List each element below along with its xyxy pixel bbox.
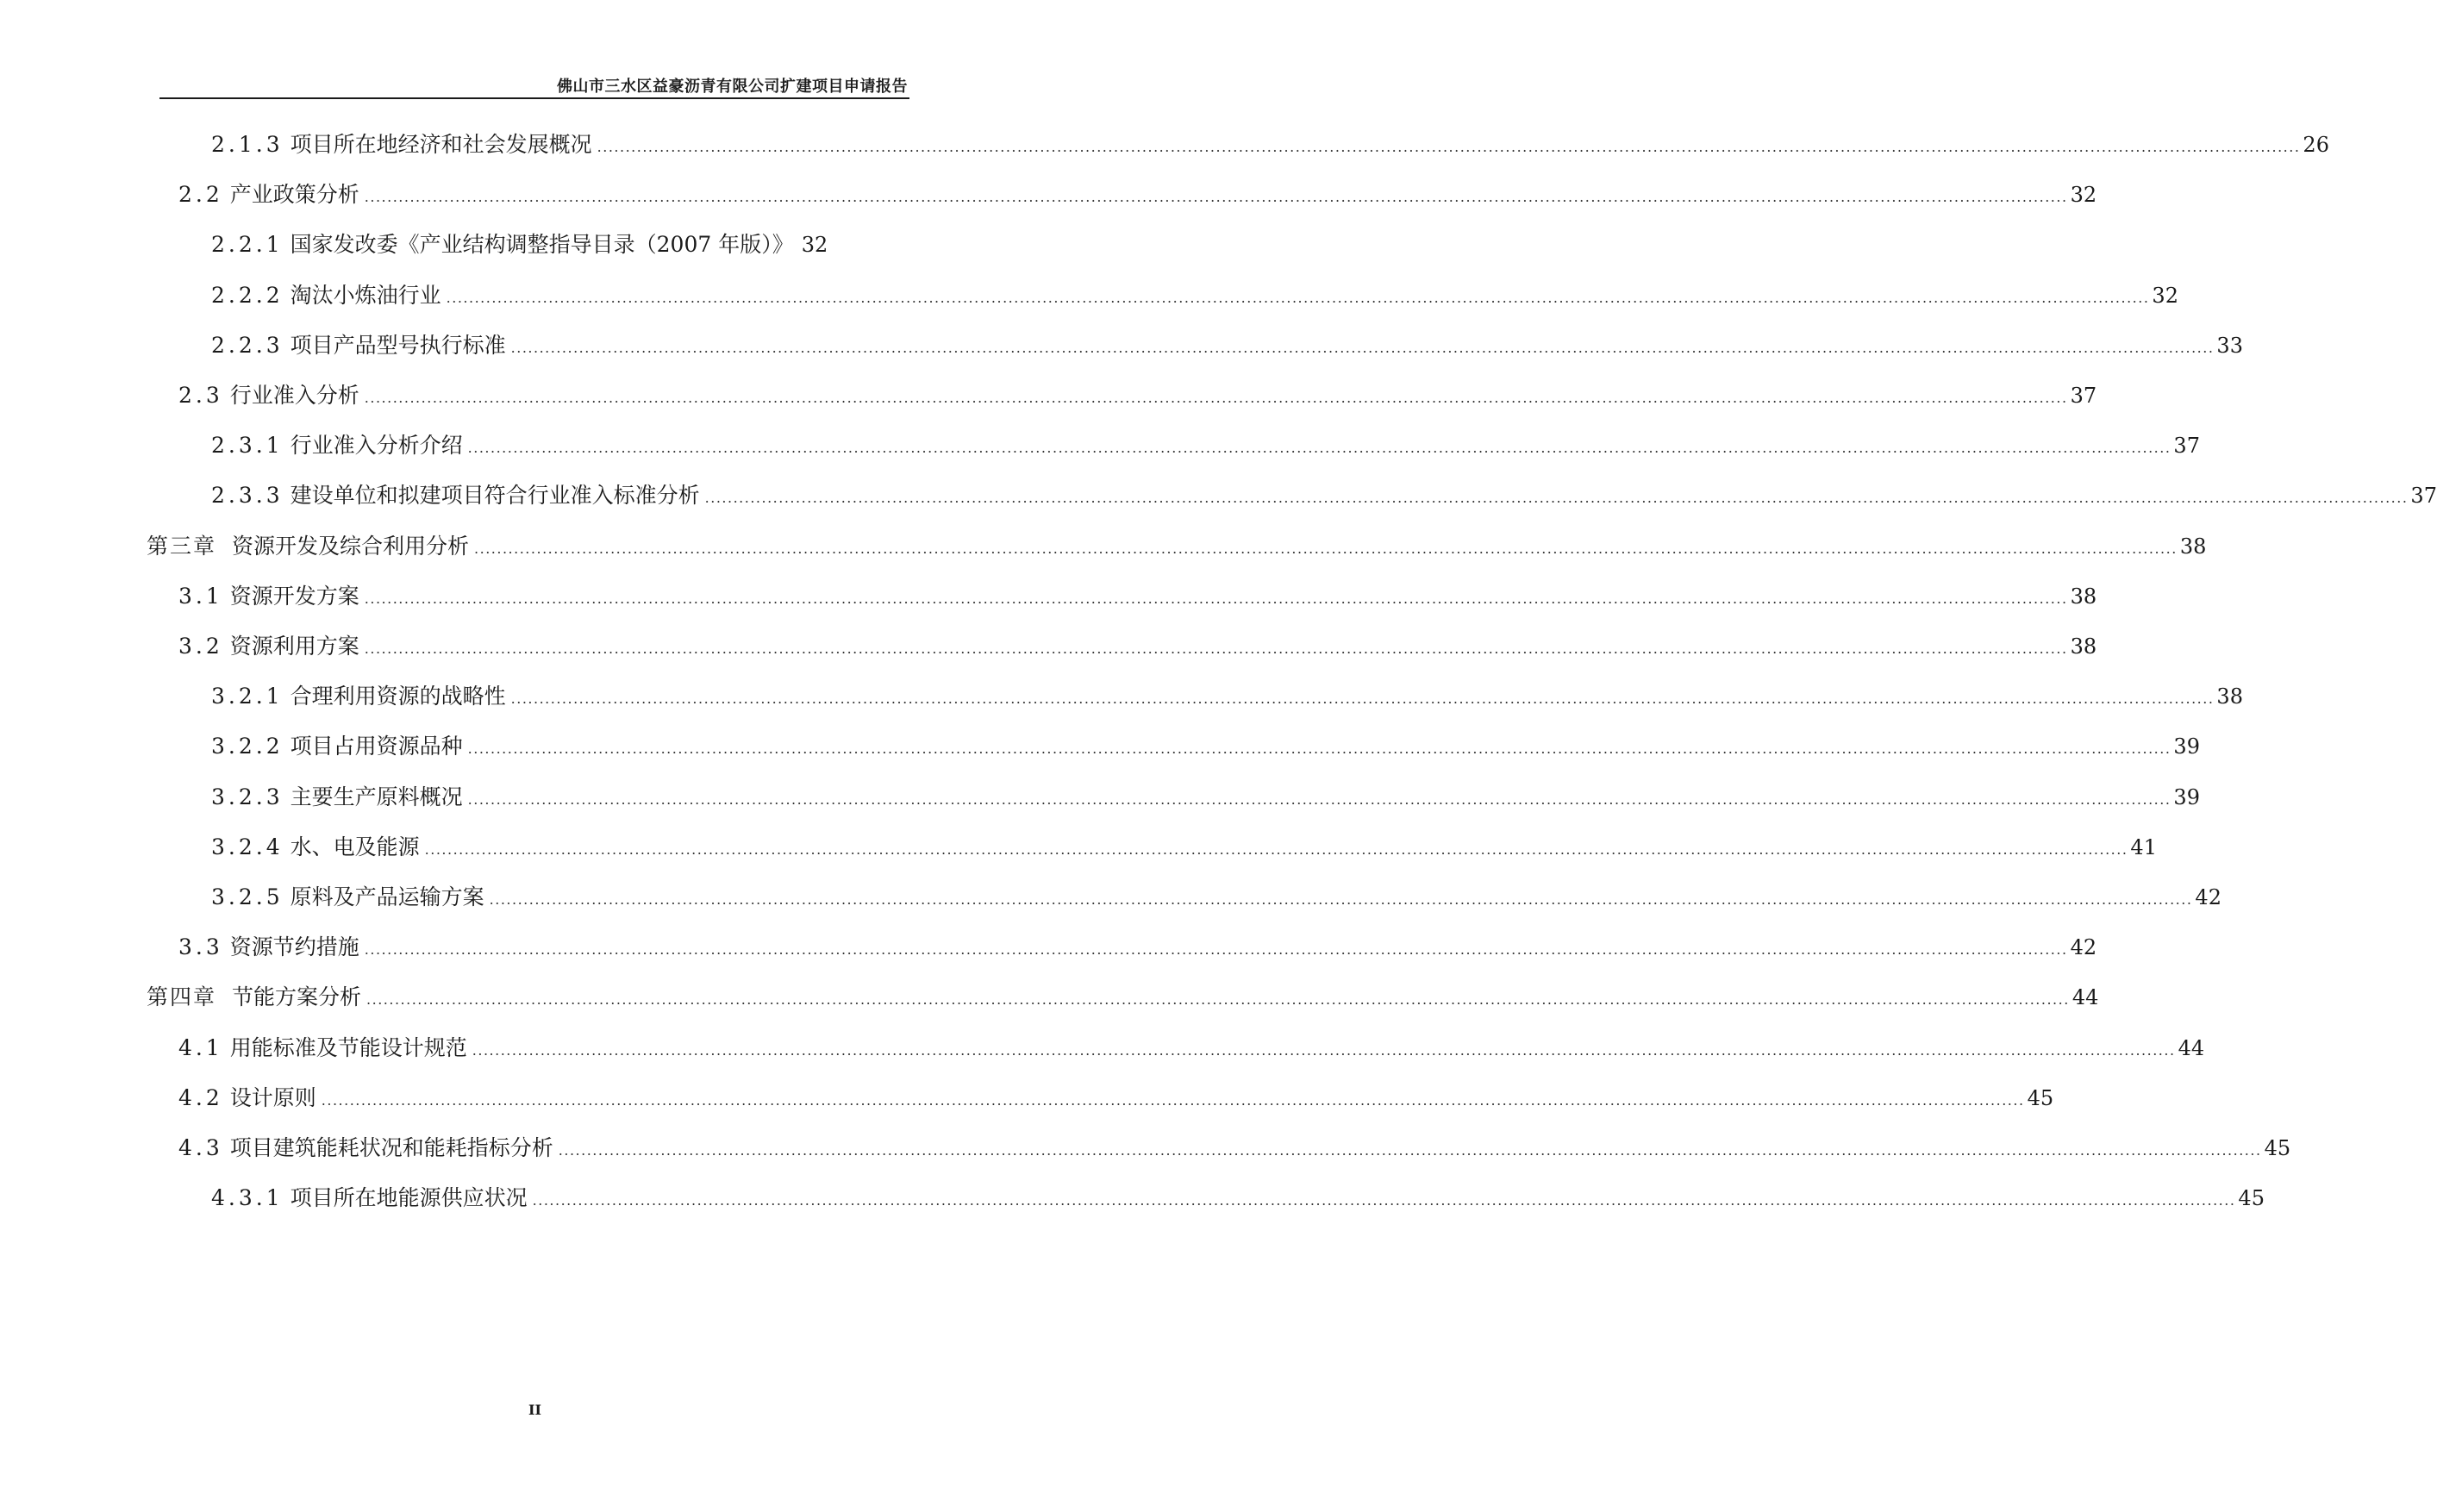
toc-dot-leader: ............................................................................................................................................................................................................................................................................................................	[424, 840, 2128, 858]
toc-entry[interactable]	[211, 129, 2329, 160]
toc-entry-title: 行业准入分析介绍	[290, 433, 463, 459]
toc-entry-number: 第四章	[147, 984, 217, 1010]
toc-dot-leader: ............................................................................................................................................................................................................................................................................................................	[364, 640, 2068, 657]
document-header-title: 佛山市三水区益豪沥青有限公司扩建项目申请报告	[557, 78, 908, 96]
toc-entry-number: 第三章	[147, 533, 217, 559]
toc-entry-page: 37	[2173, 434, 2200, 459]
toc-entry-title: 淘汰小炼油行业	[290, 282, 441, 308]
toc-dot-leader: ............................................................................................................................................................................................................................................................................................................	[467, 440, 2171, 457]
toc-entry-title: 行业准入分析	[229, 383, 359, 408]
toc-entry-title: 国家发改委《产业结构调整指导目录（2007 年版）》	[290, 232, 794, 258]
toc-entry-page: 39	[2173, 784, 2200, 809]
toc-entry-number: 4.3	[178, 1135, 223, 1160]
toc-entry[interactable]	[178, 179, 2097, 210]
toc-dot-leader: ............................................................................................................................................................................................................................................................................................................	[321, 1091, 2025, 1109]
toc-entry-page: 38	[2179, 534, 2207, 559]
toc-dot-leader: ............................................................................................................................................................................................................................................................................................................	[364, 189, 2068, 206]
toc-entry-page: 45	[2027, 1085, 2054, 1110]
toc-entry-page: 32	[801, 233, 828, 258]
toc-entry[interactable]	[211, 330, 2243, 361]
toc-entry-title: 原料及产品运输方案	[290, 884, 484, 909]
toc-dot-leader: ............................................................................................................................................................................................................................................................................................................	[489, 891, 2193, 908]
toc-entry-number: 2.2.2	[211, 282, 284, 308]
toc-entry-title: 项目占用资源品种	[290, 734, 463, 759]
toc-dot-leader: ............................................................................................................................................................................................................................................................................................................	[472, 1041, 2176, 1059]
toc-entry-title: 设计原则	[229, 1084, 316, 1110]
toc-entry[interactable]	[147, 531, 2207, 562]
toc-entry[interactable]	[211, 280, 2178, 311]
toc-dot-leader: ............................................................................................................................................................................................................................................................................................................	[364, 941, 2068, 959]
toc-dot-leader: ............................................................................................................................................................................................................................................................................................................	[364, 590, 2068, 607]
toc-entry-page: 32	[2070, 183, 2097, 208]
toc-entry-page: 38	[2070, 584, 2097, 609]
toc-entry[interactable]	[211, 480, 2437, 511]
toc-entry-title: 建设单位和拟建项目符合行业准入标准分析	[290, 483, 700, 509]
toc-entry-number: 3.2	[178, 634, 223, 659]
toc-entry-page: 37	[2070, 384, 2097, 408]
toc-entry-number: 3.3	[178, 934, 223, 960]
toc-entry-number: 2.3	[178, 383, 223, 408]
toc-entry[interactable]	[147, 982, 2099, 1013]
toc-entry-number: 3.2.4	[211, 834, 284, 859]
toc-dot-leader: ............................................................................................................................................................................................................................................................................................................	[510, 690, 2215, 708]
toc-entry[interactable]	[211, 832, 2157, 863]
toc-dot-leader: ............................................................................................................................................................................................................................................................................................................	[558, 1142, 2262, 1159]
toc-dot-leader: ............................................................................................................................................................................................................................................................................................................	[474, 540, 2178, 557]
toc-entry[interactable]	[178, 380, 2097, 411]
toc-entry-number: 4.3.1	[211, 1185, 284, 1211]
toc-entry-title: 资源节约措施	[229, 934, 359, 960]
toc-entry-page: 37	[2410, 484, 2437, 509]
toc-entry[interactable]	[178, 1083, 2054, 1114]
toc-entry-page: 33	[2216, 333, 2243, 358]
toc-entry-title: 产业政策分析	[229, 182, 359, 208]
toc-entry-page: 38	[2216, 684, 2243, 709]
toc-entry[interactable]	[211, 1183, 2265, 1214]
toc-entry-number: 2.3.3	[211, 483, 284, 509]
toc-entry[interactable]	[211, 229, 828, 260]
toc-entry-number: 3.2.1	[211, 684, 284, 709]
toc-dot-leader: ............................................................................................................................................................................................................................................................................................................	[366, 991, 2070, 1009]
toc-entry[interactable]	[178, 581, 2097, 612]
toc-entry[interactable]	[211, 882, 2221, 913]
toc-entry-page: 44	[2178, 1035, 2205, 1060]
toc-dot-leader: ............................................................................................................................................................................................................................................................................................................	[532, 1192, 2236, 1209]
toc-entry[interactable]	[178, 631, 2097, 662]
header-divider	[159, 97, 909, 99]
toc-entry-page: 45	[2238, 1186, 2265, 1211]
toc-entry-title: 水、电及能源	[290, 834, 420, 859]
toc-entry-number: 2.2.1	[211, 232, 284, 258]
toc-entry-title: 项目所在地能源供应状况	[290, 1185, 528, 1211]
toc-entry-page: 39	[2173, 734, 2200, 759]
toc-entry-title: 用能标准及节能设计规范	[229, 1034, 467, 1060]
toc-entry-title: 资源开发及综合利用分析	[232, 533, 470, 559]
toc-dot-leader: ............................................................................................................................................................................................................................................................................................................	[467, 790, 2171, 808]
toc-entry-number: 2.1.3	[211, 132, 284, 157]
toc-dot-leader: ............................................................................................................................................................................................................................................................................................................	[446, 289, 2150, 306]
toc-entry-title: 主要生产原料概况	[290, 784, 463, 809]
toc-entry[interactable]	[178, 1033, 2205, 1064]
toc-entry-page: 41	[2130, 834, 2157, 859]
toc-entry-title: 资源开发方案	[229, 583, 359, 609]
toc-entry[interactable]	[211, 681, 2243, 712]
toc-entry-title: 项目所在地经济和社会发展概况	[290, 132, 592, 157]
toc-entry[interactable]	[211, 430, 2200, 461]
toc-entry-title: 项目建筑能耗状况和能耗指标分析	[229, 1135, 553, 1160]
toc-dot-leader: ............................................................................................................................................................................................................................................................................................................	[467, 740, 2171, 758]
toc-entry-page: 26	[2303, 133, 2329, 157]
toc-entry-page: 45	[2264, 1136, 2291, 1160]
toc-entry[interactable]	[178, 1133, 2291, 1164]
toc-entry-number: 3.2.5	[211, 884, 284, 909]
toc-entry-number: 2.3.1	[211, 433, 284, 459]
toc-entry[interactable]	[211, 731, 2200, 762]
toc-entry-title: 项目产品型号执行标准	[290, 332, 506, 358]
toc-entry-page: 42	[2070, 935, 2097, 960]
page-number: II	[528, 1402, 541, 1418]
toc-entry-page: 32	[2152, 283, 2178, 308]
toc-dot-leader: ............................................................................................................................................................................................................................................................................................................	[704, 490, 2409, 507]
toc-entry-title: 合理利用资源的战略性	[290, 684, 506, 709]
toc-dot-leader: ............................................................................................................................................................................................................................................................................................................	[510, 339, 2215, 356]
toc-entry[interactable]	[178, 932, 2097, 963]
toc-dot-leader: ............................................................................................................................................................................................................................................................................................................	[597, 139, 2301, 155]
toc-entry-number: 4.1	[178, 1034, 223, 1060]
toc-entry-number: 3.2.3	[211, 784, 284, 809]
toc-entry-number: 3.1	[178, 583, 223, 609]
toc-entry-title: 节能方案分析	[232, 984, 362, 1010]
toc-entry-number: 4.2	[178, 1084, 223, 1110]
toc-dot-leader: ............................................................................................................................................................................................................................................................................................................	[364, 390, 2068, 406]
toc-entry[interactable]	[211, 782, 2200, 813]
toc-entry-number: 2.2.3	[211, 332, 284, 358]
toc-entry-page: 38	[2070, 634, 2097, 659]
toc-entry-number: 3.2.2	[211, 734, 284, 759]
toc-entry-page: 42	[2195, 885, 2221, 909]
toc-entry-page: 44	[2071, 985, 2099, 1010]
toc-entry-number: 2.2	[178, 182, 223, 208]
toc-entry-title: 资源利用方案	[229, 634, 359, 659]
